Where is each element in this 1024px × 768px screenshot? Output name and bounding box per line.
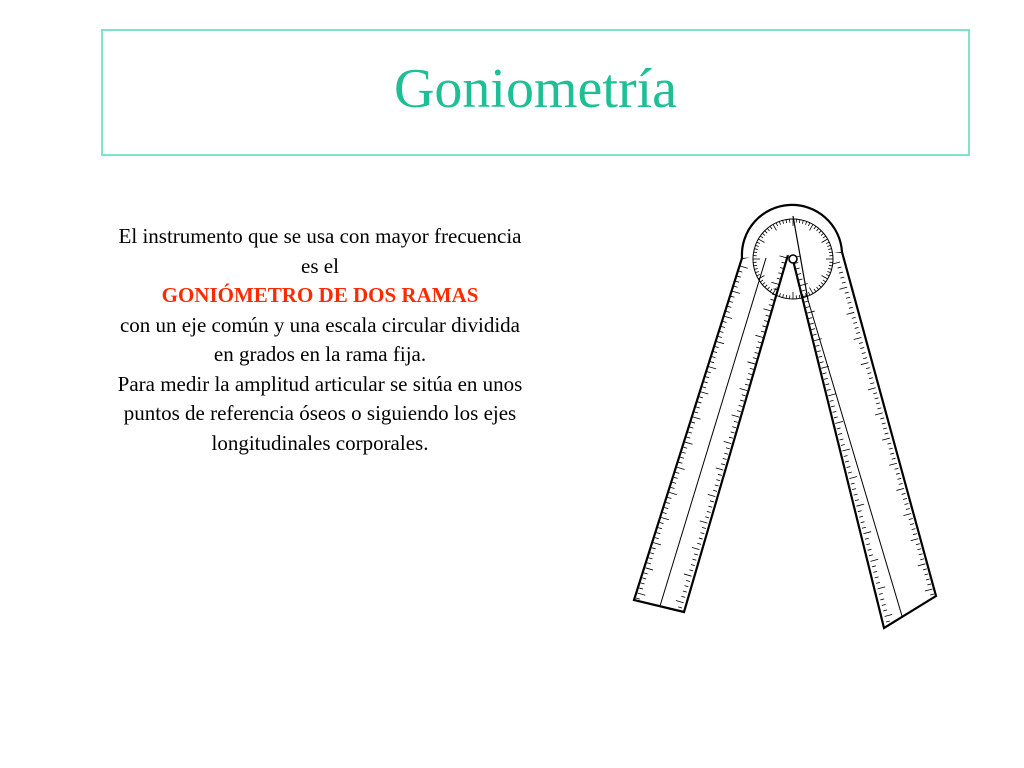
scale-tick [779,293,780,296]
goniometer-fixed-arm [634,248,790,612]
scale-tick [783,294,784,297]
slide-title: Goniometría [393,57,678,120]
fixed-arm-center-line [660,258,766,606]
body-line-8: longitudinales corporales. [211,430,429,455]
moving-arm-body [790,248,936,628]
body-highlight: GONIÓMETRO DE DOS RAMAS [161,283,479,307]
dial-head [742,205,842,258]
body-line-1: El instrumento que se usa con mayor frecuencia [118,224,522,248]
body-line-7: puntos de referencia óseos o siguiendo los ejes [123,401,517,425]
body-line-6: Para medir la amplitud articular se sitúa en unos [117,371,523,396]
scale-tick [786,295,787,298]
body-line-4: con un eje común y una escala circular dividida [119,312,520,337]
body-line-5: en grados en la rama fija. [213,342,427,366]
dial-pivot [789,255,797,263]
fixed-arm-body [634,248,790,612]
scale-tick [799,295,800,298]
body-line-2: es el [301,253,339,278]
title-box [101,29,970,156]
body-text [60,222,580,458]
goniometer-illustration [620,200,960,650]
goniometer-moving-arm [790,248,936,628]
